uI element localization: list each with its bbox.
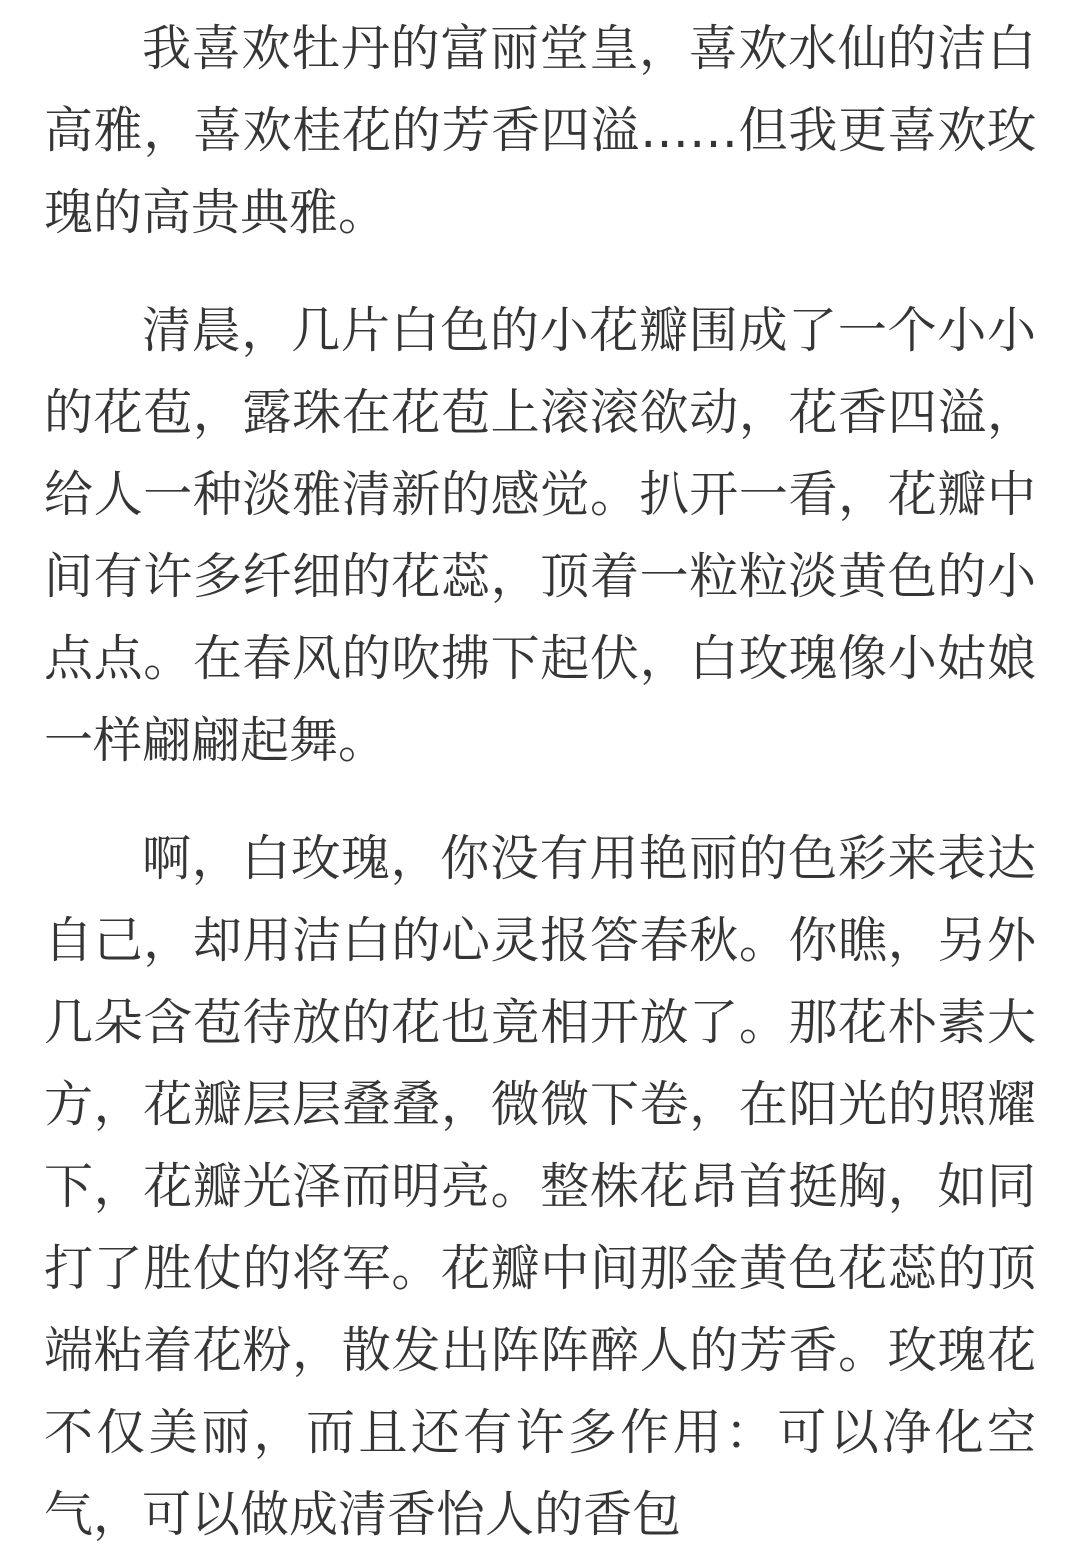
paragraph-2: 清晨，几片白色的小花瓣围成了一个小小的花苞，露珠在花苞上滚滚欲动，花香四溢，给人一种淡雅清新的感觉。扒开一看，花瓣中间有许多纤细的花蕊，顶着一粒粒淡黄色的小点点。在春风的吹拂下起伏，白玫瑰像小姑娘一样翩翩起舞。 bbox=[44, 302, 1036, 769]
paragraph-3: 啊，白玫瑰，你没有用艳丽的色彩来表达自己，却用洁白的心灵报答春秋。你瞧，另外几朵含苞待放的花也竟相开放了。那花朴素大方，花瓣层层叠叠，微微下卷，在阳光的照耀下，花瓣光泽而明亮。整株花昂首挺胸，如同打了胜仗的将军。花瓣中间那金黄色花蕊的顶端粘着花粉，散发出阵阵醉人的芳香。玫瑰花不仅美丽，而且还有许多作用：可以净化空气，可以做成清香怡人的香包 bbox=[44, 830, 1036, 1543]
paragraph-1: 我喜欢牡丹的富丽堂皇，喜欢水仙的洁白高雅，喜欢桂花的芳香四溢……但我更喜欢玫瑰的高贵典雅。 bbox=[44, 20, 1036, 241]
article-body bbox=[44, 8, 1036, 1556]
